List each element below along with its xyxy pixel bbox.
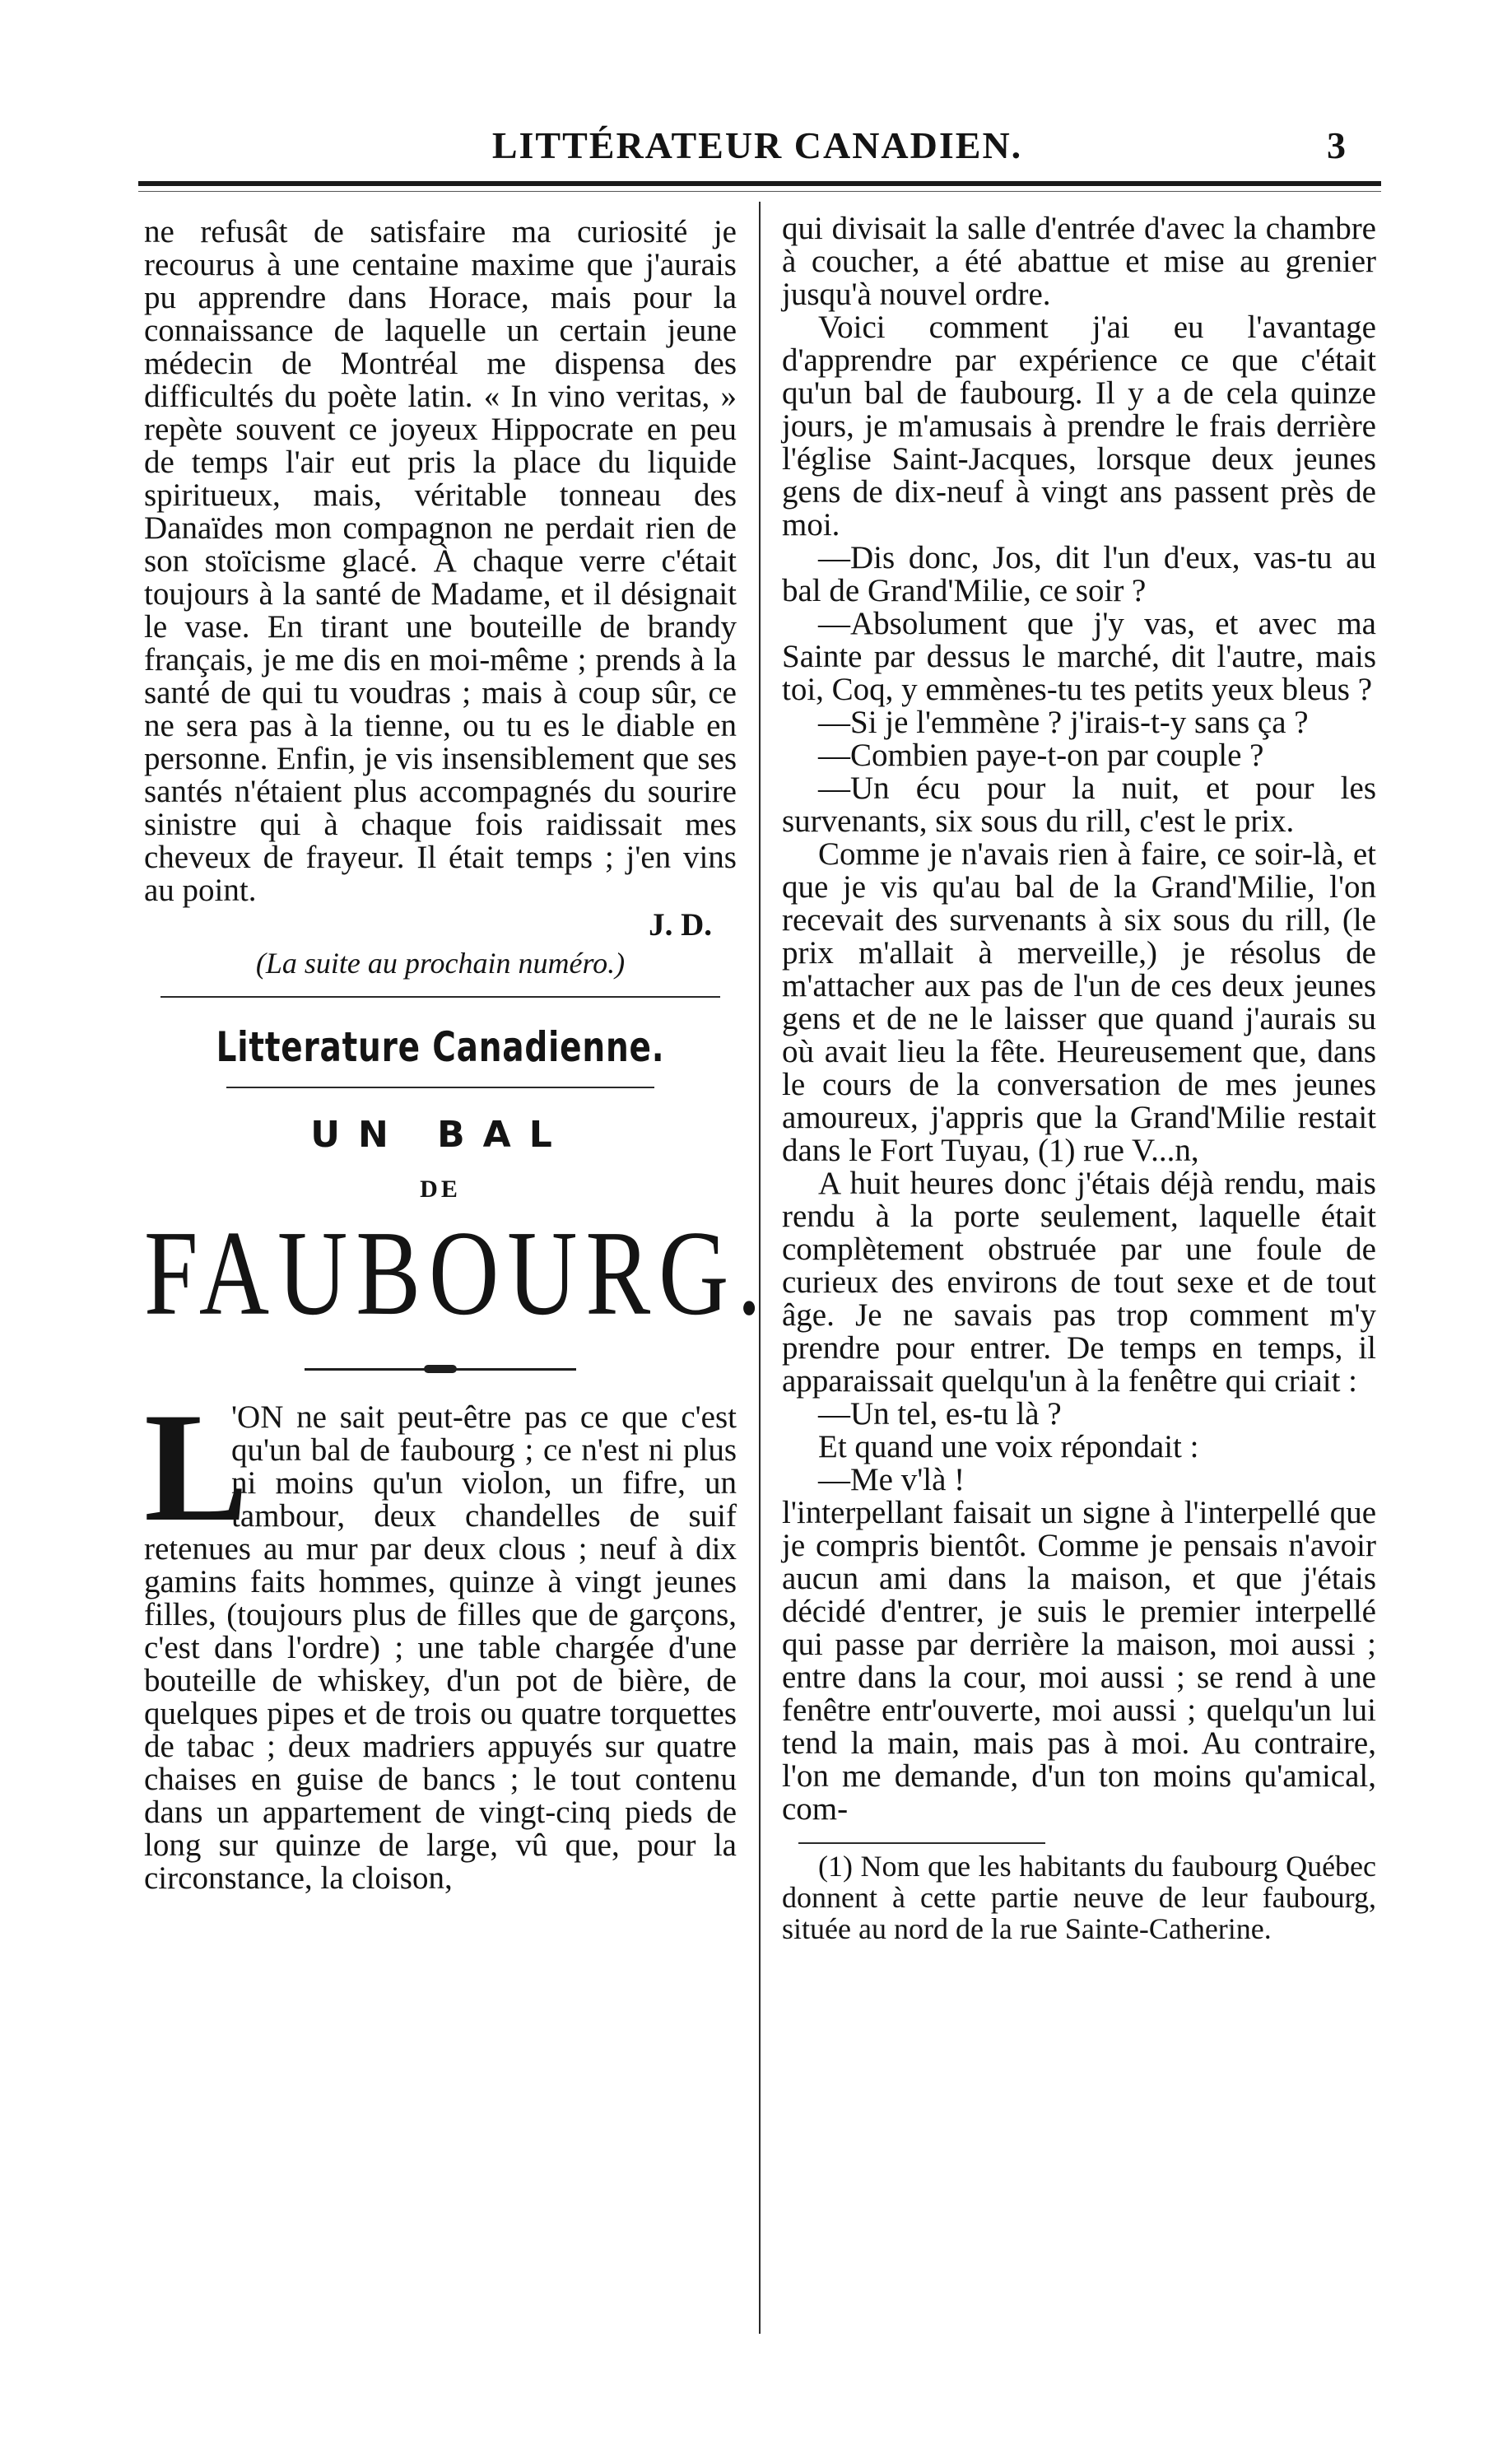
- footnote: (1) Nom que les habitants du faubourg Québec donnent à cette partie neuve de leur faubourg, située au nord de la rue Sainte-Catherine.: [782, 1850, 1376, 1945]
- dialogue-line: —Absolument que j'y vas, et avec ma Sainte par dessus le marché, dit l'autre, mais toi, Coq, y emmènes-tu tes petits yeux bleus ?: [782, 606, 1376, 707]
- title-ornament: [305, 1365, 576, 1373]
- paragraph: A huit heures donc j'étais déjà rendu, mais rendu à la porte seulement, laquelle était complètement obstruée par une foule de curieux des environs de tout sexe et de tout âge. Je ne savais pas trop comment m'y prendre pour entrer. De temps en temps, il apparaissait quelqu'un à la fenêtre qui criait :: [782, 1166, 1376, 1399]
- section-rule: [161, 996, 720, 998]
- story-text: 'ON ne sait peut-être pas ce que c'est qu'un bal de faubourg ; ce n'est ni plus ni moins qu'un violon, un fifre, un tambour, deux chandelles de suif retenues au mur par deux clous ; neuf à dix gamins faits hommes, quinze à vingt jeunes filles, (toujours plus de filles que de garçons, c'est dans l'ordre) ; une table chargée d'une bouteille de whiskey, d'un pot de bière, de quelques pipes et de trois ou quatre torquettes de tabac ; deux madriers appuyés sur quatre chaises en guise de bancs ; le tout contenu dans un appartement de vingt-cinq pieds de long sur quinze de large, vû que, pour la circonstance, la cloison,: [144, 1399, 737, 1896]
- paragraph: l'interpellant faisait un signe à l'interpellé que je compris bientôt. Comme je pensais n'avoir aucun ami dans la maison, et que j'étais décidé d'entrer, je suis le premier interpellé qui passe par derrière la maison, moi aussi ; entre dans la cour, moi aussi ; se rend à une fenêtre entr'ouverte, moi aussi ; quelqu'un lui tend la main, mais pas à moi. Au contraire, l'on me demande, d'un ton moins qu'amical, com-: [782, 1495, 1376, 1827]
- header-rule: [138, 181, 1381, 186]
- section-rule-below: [226, 1087, 654, 1088]
- paragraph: Comme je n'avais rien à faire, ce soir-là, et que je vis qu'au bal de la Grand'Milie, l'on recevait des survenants à six sous du rill, (le prix m'allait à merveille,) je résolus de m'attacher aux pas de l'un de ces deux jeunes gens et de ne le laisser que quand j'aurais su où avait lieu la fête. Heureusement que, dans le cours de la conversation de mes jeunes amoureux, j'appris que la Grand'Milie restait dans le Fort Tuyau, (1) rue V...n,: [782, 836, 1376, 1168]
- dialogue-line: —Me v'là !: [818, 1462, 965, 1497]
- continuation-note: (La suite au prochain numéro.): [255, 947, 626, 980]
- author-signature: J. D.: [649, 907, 712, 943]
- dialogue-line: Et quand une voix répondait :: [818, 1429, 1199, 1464]
- right-column: [782, 212, 1376, 1944]
- dialogue-line: —Combien paye-t-on par couple ?: [818, 738, 1264, 773]
- story-title-line2: DE: [420, 1176, 461, 1203]
- paragraph: Voici comment j'ai eu l'avantage d'apprendre par expérience ce que c'était qu'un bal de faubourg. Il y a de cela quinze jours, je m'amusais à prendre le frais derrière l'église Saint-Jacques, lorsque deux jeunes gens de dix-neuf à vingt ans passent près de moi.: [782, 310, 1376, 542]
- section-title: Litterature Canadienne.: [216, 1023, 665, 1071]
- page-header: [0, 123, 1512, 181]
- dialogue-line: —Un tel, es-tu là ?: [818, 1396, 1062, 1432]
- running-title: LITTÉRATEUR CANADIEN.: [491, 124, 1023, 166]
- drop-cap: L: [144, 1381, 249, 1554]
- paragraph: qui divisait la salle d'entrée d'avec la chambre à coucher, a été abattue et mise au grenier jusqu'à nouvel ordre.: [782, 211, 1376, 312]
- dialogue-line: —Dis donc, Jos, dit l'un d'eux, vas-tu au bal de Grand'Milie, ce soir ?: [782, 540, 1376, 608]
- paragraph: ne refusât de satisfaire ma curiosité je recourus à une centaine maxime que j'aurais pu apprendre dans Horace, mais pour la connaissance de laquelle un certain jeune médecin de Montréal me dispensa des difficultés du poète latin. « In vino veritas, » repète souvent ce joyeux Hippocrate en peu de temps l'air eut pris la place du liquide spiritueux, mais, véritable tonneau des Danaïdes mon compagnon ne perdait rien de son stoïcisme glacé. À chaque verre c'était toujours à la santé de Madame, et il désignait le vase. En tirant une bouteille de brandy français, je me dis en moi-même ; prends à la santé de qui tu voudras ; mais à coup sûr, ce ne sera pas à la tienne, ou tu es le diable en personne. Enfin, je vis insensiblement que ses santés n'étaient plus accompagnés du sourire sinistre qui à chaque fois raidissait mes cheveux de frayeur. Il était temps ; j'en vins au point.: [144, 214, 737, 908]
- page-number: 3: [1327, 124, 1346, 166]
- footnote-rule: [798, 1842, 1045, 1844]
- dialogue-line: —Un écu pour la nuit, et pour les survenants, six sous du rill, c'est le prix.: [782, 771, 1376, 839]
- dialogue-line: —Si je l'emmène ? j'irais-t-y sans ça ?: [818, 705, 1309, 740]
- story-title-line3: FAUBOURG.: [144, 1205, 770, 1341]
- header-rule-thin: [138, 191, 1381, 192]
- left-column: [144, 214, 770, 1896]
- story-title-line1: UN BAL: [310, 1114, 570, 1156]
- story-paragraph: [144, 1381, 737, 1896]
